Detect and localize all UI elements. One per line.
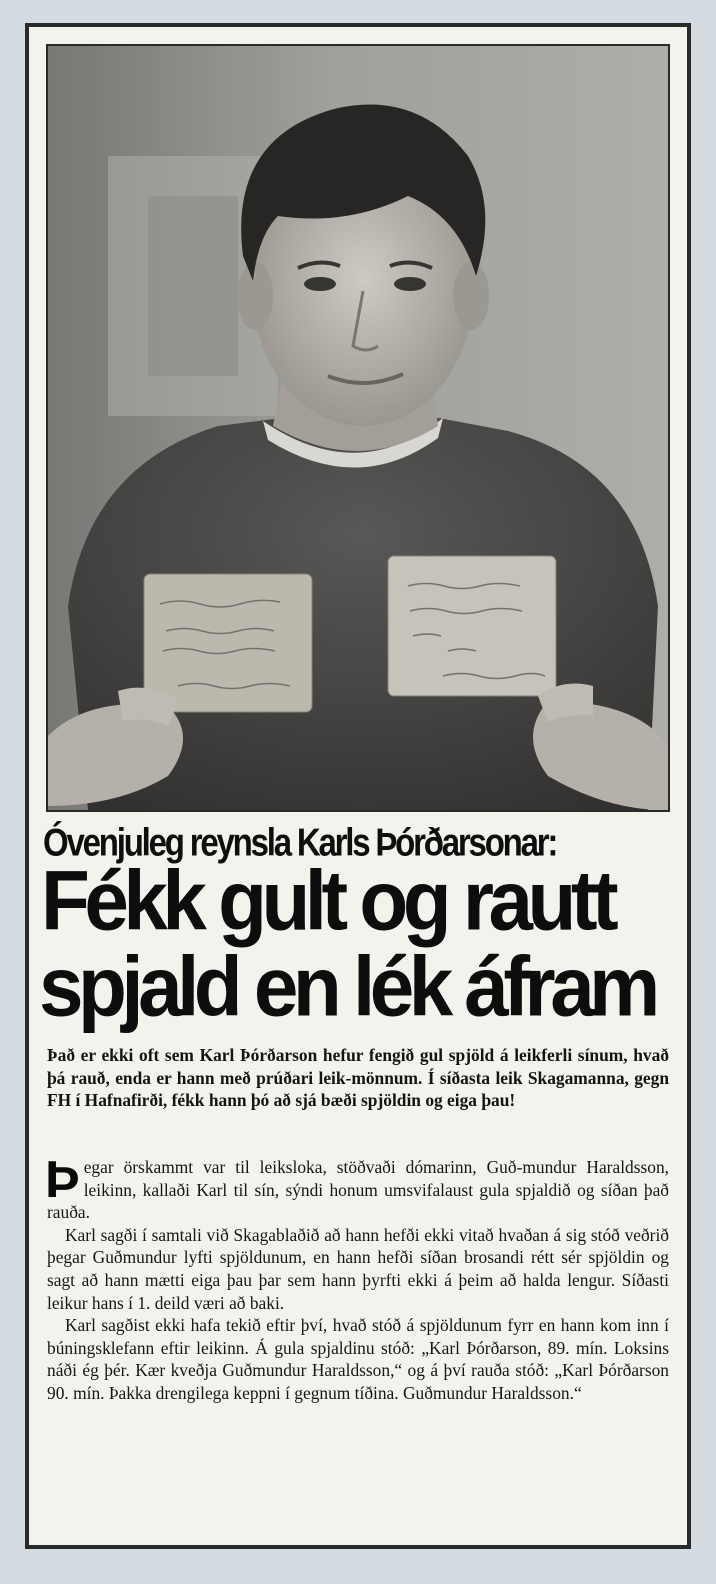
newspaper-clipping	[25, 23, 691, 1549]
drop-cap: Þ	[45, 1151, 80, 1209]
photo-man-holding-cards	[46, 44, 670, 812]
body-paragraph-1-text: egar örskammt var til leiksloka, stöðvaði dómarinn, Guð-mundur Haraldsson, leikinn, kallaði Karl til sín, sýndi honum umsvifalaust gula spjaldið og síðan það rauða.	[47, 1157, 669, 1223]
headline-line-1: Fékk gult og rautt	[41, 853, 614, 948]
body-paragraph-1	[45, 1151, 669, 1224]
kicker: Óvenjuleg reynsla Karls Þórðarsonar:	[43, 820, 557, 864]
body-paragraph-3: Karl sagðist ekki hafa tekið eftir því, hvað stóð á spjöldunum fyrr en hann kom inn í búningsklefann eftir leikinn. Á gula spjaldinu stóð: „Karl Þórðarson, 89. mín. Loksins náði ég þér. Kær kveðja Guðmundur Haraldsson,“ og á því rauða stóð: „Karl Þórðarson 90. mín. Þakka drengilega keppni í gegnum tíðina. Guðmundur Haraldsson.“	[47, 1315, 669, 1403]
photo-illustration	[48, 46, 668, 810]
headline-line-2: spjald en lék áfram	[39, 939, 655, 1034]
lead-paragraph: Það er ekki oft sem Karl Þórðarson hefur fengið gul spjöld á leikferli sínum, hvað þá rauð, enda er hann með prúðari leik-mönnum. Í síðasta leik Skagamanna, gegn FH í Hafnafirði, fékk hann þó að sjá bæði spjöldin og eiga þau!	[47, 1045, 669, 1111]
article-body	[45, 1151, 669, 1405]
body-paragraph-2: Karl sagði í samtali við Skagablaðið að hann hefði ekki vitað hvaðan á sig stóð veðrið þegar Guðmundur lyfti spjöldunum, en hann hefði síðan brosandi rétt sér spjöldin og sagt að hann mætti eiga þau þar sem hann þyrfti ekki á þeim að halda lengur. Síðasti leikur hans í 1. deild væri að baki.	[47, 1224, 669, 1313]
